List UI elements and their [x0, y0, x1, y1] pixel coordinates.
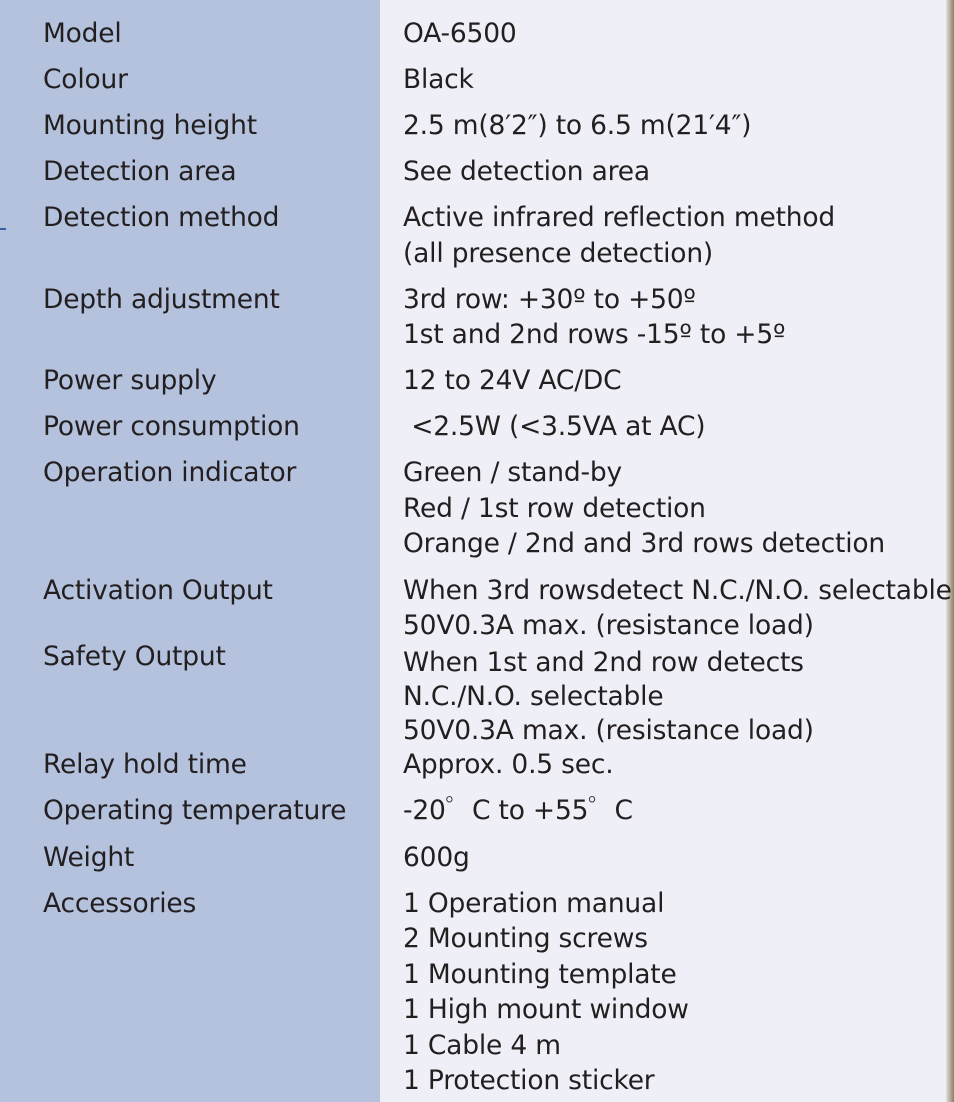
- spec-value-mounting-height: 2.5 m(8′2″) to 6.5 m(21′4″): [403, 110, 752, 141]
- spec-label-depth-adjustment: Depth adjustment: [43, 284, 280, 315]
- spec-value-detection-area: See detection area: [403, 156, 650, 187]
- spec-value-detection-method-line-2: (all presence detection): [403, 238, 714, 269]
- spec-value-depth-adjustment-line-2: 1st and 2nd rows -15º to +5º: [403, 319, 786, 350]
- spec-value-accessories-line-1: 1 Operation manual: [403, 888, 665, 919]
- spec-value-safety-output-line-2: N.C./N.O. selectable: [403, 681, 664, 712]
- spec-value-power-supply: 12 to 24V AC/DC: [403, 365, 622, 396]
- spec-value-relay-hold-time: Approx. 0.5 sec.: [403, 749, 614, 780]
- spec-label-relay-hold-time: Relay hold time: [43, 749, 247, 780]
- spec-value-operation-indicator-line-1: Green / stand-by: [403, 457, 622, 488]
- spec-value-safety-output-line-1: When 1st and 2nd row detects: [403, 647, 804, 678]
- spec-value-colour: Black: [403, 64, 474, 95]
- spec-label-colour: Colour: [43, 64, 128, 95]
- spec-value-accessories-line-5: 1 Cable 4 m: [403, 1030, 561, 1061]
- spec-label-accessories: Accessories: [43, 888, 197, 919]
- spec-value-activation-output-line-1: When 3rd rowsdetect N.C./N.O. selectable: [403, 575, 952, 606]
- spec-label-safety-output: Safety Output: [43, 641, 226, 672]
- spec-value-safety-output-line-3: 50V0.3A max. (resistance load): [403, 715, 814, 746]
- spec-value-accessories-line-2: 2 Mounting screws: [403, 923, 648, 954]
- spec-value-detection-method-line-1: Active infrared reflection method: [403, 202, 835, 233]
- spec-value-accessories-line-6: 1 Protection sticker: [403, 1065, 655, 1096]
- spec-label-operation-indicator: Operation indicator: [43, 457, 297, 488]
- spec-value-accessories-line-3: 1 Mounting template: [403, 959, 677, 990]
- spec-label-activation-output: Activation Output: [43, 575, 273, 606]
- spec-value-activation-output-line-2: 50V0.3A max. (resistance load): [403, 610, 814, 641]
- spec-label-detection-area: Detection area: [43, 156, 237, 187]
- spec-label-operating-temperature: Operating temperature: [43, 795, 347, 826]
- spec-value-power-consumption: <2.5W (<3.5VA at AC): [403, 411, 706, 442]
- spec-value-operation-indicator-line-2: Red / 1st row detection: [403, 493, 706, 524]
- spec-label-model: Model: [43, 18, 122, 49]
- page-edge-strip: [946, 0, 954, 1102]
- spec-value-operation-indicator-line-3: Orange / 2nd and 3rd rows detection: [403, 528, 885, 559]
- spec-label-power-supply: Power supply: [43, 365, 217, 396]
- spec-value-model: OA-6500: [403, 18, 517, 49]
- spec-value-weight: 600g: [403, 842, 470, 873]
- spec-label-detection-method: Detection method: [43, 202, 280, 233]
- spec-value-operating-temperature: -20゜C to +55゜C: [403, 795, 633, 826]
- spec-label-weight: Weight: [43, 842, 135, 873]
- spec-label-mounting-height: Mounting height: [43, 110, 257, 141]
- spec-value-accessories-line-4: 1 High mount window: [403, 994, 689, 1025]
- margin-tick-mark: [0, 228, 6, 230]
- spec-value-depth-adjustment-line-1: 3rd row: +30º to +50º: [403, 284, 696, 315]
- spec-label-power-consumption: Power consumption: [43, 411, 300, 442]
